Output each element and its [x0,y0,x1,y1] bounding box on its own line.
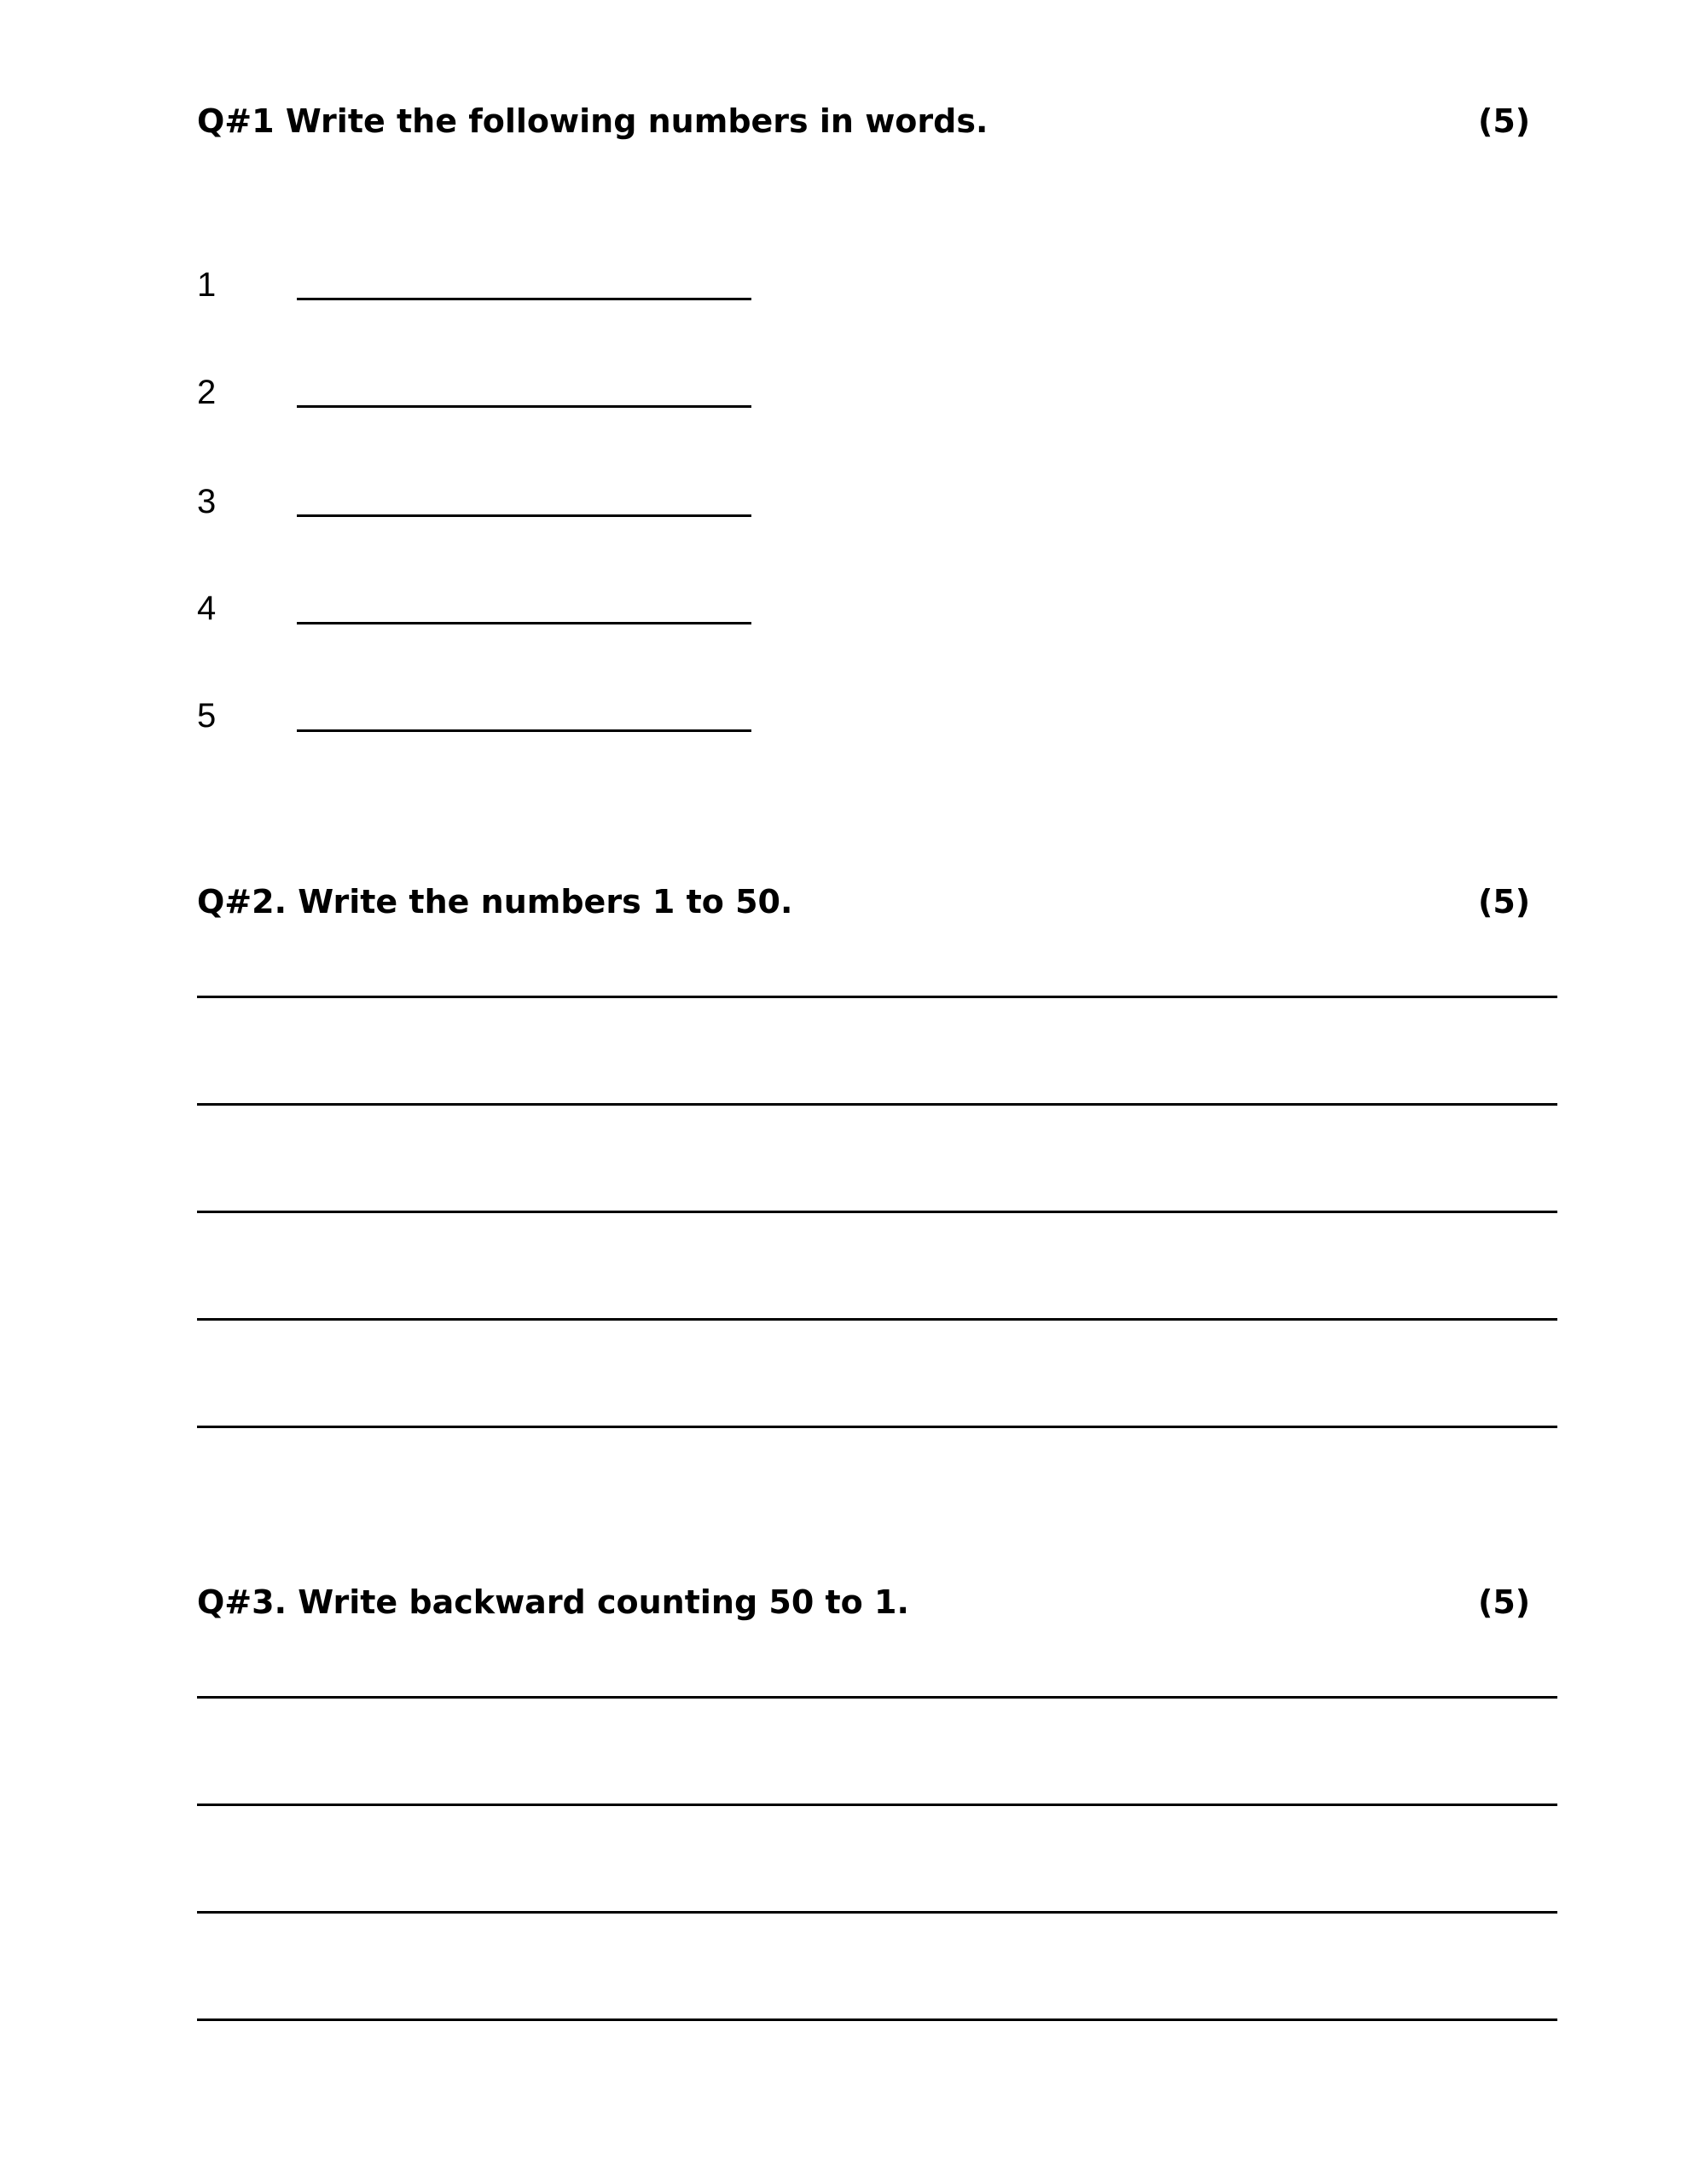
answer-line[interactable] [197,1696,1557,1699]
question-2-title: Q#2. Write the numbers 1 to 50. [197,883,793,921]
answer-line[interactable] [297,729,751,732]
answer-line[interactable] [197,2018,1557,2021]
answer-line[interactable] [197,1911,1557,1914]
answer-line[interactable] [197,1211,1557,1213]
answer-line[interactable] [197,1318,1557,1321]
question-3-title: Q#3. Write backward counting 50 to 1. [197,1583,909,1621]
answer-line[interactable] [197,1103,1557,1106]
item-number: 2 [197,374,217,411]
answer-line[interactable] [197,1426,1557,1428]
question-1-title: Q#1 Write the following numbers in words. [197,102,988,140]
question-1-marks: (5) [1478,102,1531,140]
answer-line[interactable] [197,996,1557,998]
item-number: 3 [197,483,217,520]
question-3-marks: (5) [1478,1583,1531,1621]
item-number: 5 [197,697,217,735]
answer-line[interactable] [297,298,751,300]
answer-line[interactable] [297,405,751,408]
question-2-marks: (5) [1478,883,1531,921]
answer-line[interactable] [297,622,751,624]
answer-line[interactable] [297,514,751,517]
item-number: 4 [197,590,217,627]
item-number: 1 [197,266,217,304]
answer-line[interactable] [197,1804,1557,1806]
